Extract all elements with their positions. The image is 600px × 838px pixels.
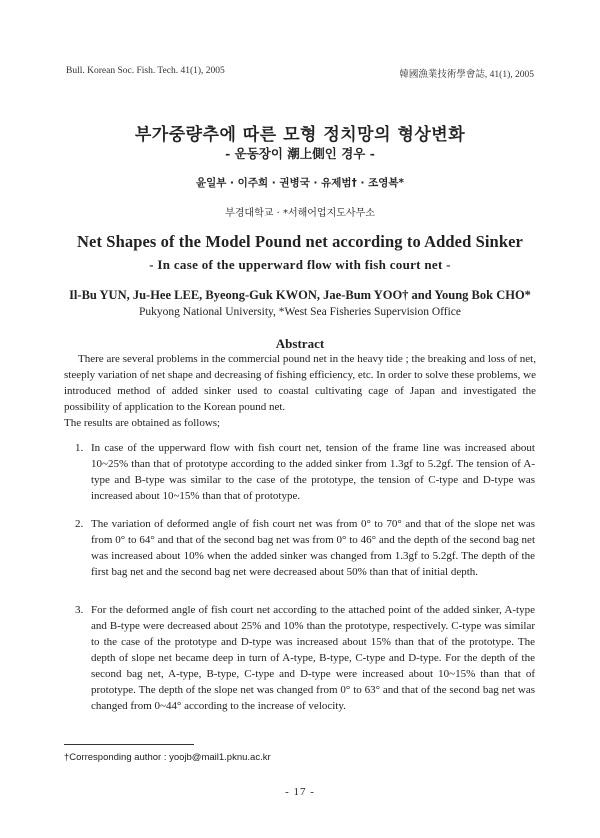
corresponding-author-footnote: †Corresponding author : yoojb@mail1.pknu.ac.kr <box>64 752 271 763</box>
list-item <box>75 440 535 504</box>
korean-title: 부가중량추에 따른 모형 정치망의 형상변화 <box>134 125 466 145</box>
list-item <box>75 602 535 714</box>
abstract-heading: Abstract <box>275 336 325 351</box>
list-item-number: 3. <box>75 604 84 616</box>
list-item-number: 1. <box>75 442 84 454</box>
footnote-divider <box>64 744 194 745</box>
english-authors: Il-Bu YUN, Ju-Hee LEE, Byeong-Guk KWON, Jae-Bum YOO† and Young Bok CHO* <box>69 288 531 302</box>
korean-authors: 윤일부 · 이주희 · 권병국 · 유제범† · 조영복* <box>195 177 405 189</box>
running-header-left: Bull. Korean Soc. Fish. Tech. 41(1), 2005 <box>66 66 225 76</box>
list-item-text: In case of the upperward flow with fish court net, tension of the frame line was increased about 10~25% than that of prototype according to the added sinker from 1.3gf to 5.2gf. The tension of A-type and B-type was similar to the case of the prototype, the tension of C-type and D-type was increased about 10~15% than that of prototype. <box>91 442 535 502</box>
page-number: - 17 - <box>285 786 315 798</box>
abstract-results-lead: The results are obtained as follows; <box>64 417 221 429</box>
list-item-text: For the deformed angle of fish court net according to the attached point of the added sinker, A-type and B-type were decreased about 25% and 10% than the prototype, respectively. C-type was similar to the case of the prototype and D-type was increased about 15% than that of the prototype. The depth of slope net became deep in turn of A-type, B-type, C-type and D-type. For the depth of the second bag net, A-type, B-type, C-type and D-type were increased about 10~15% than that of prototype. The depth of the slope net was changed from 0° to 63° and that of the second bag net was changed from 0~44° according to the increase of velocity. <box>91 604 535 712</box>
english-title: Net Shapes of the Model Pound net according to Added Sinker <box>77 232 523 251</box>
list-item-text: The variation of deformed angle of fish court net was from 0° to 70° and that of the slope net was from 0° to 64° and that of the second bag net was from 0° to 46° and the depth of the second bag net was increased about 10% when the added sinker was changed from 1.3gf to 5.2gf. The depth of the first bag net and the second bag net were decreased about 50% than that of initial depth. <box>91 518 535 578</box>
list-item <box>75 516 535 580</box>
abstract-intro: There are several problems in the commercial pound net in the heavy tide ; the breaking and loss of net, steeply variation of net shape and decreasing of fishing efficiency, etc. In order to solve these problems, we introduced method of added sinker used to coastal cultivating cage of Japan and investigated the possibility of application to the Korean pound net. <box>64 353 536 413</box>
running-header-right: 韓國漁業技術學會誌, 41(1), 2005 <box>399 70 534 80</box>
korean-subtitle: - 운동장이 潮上側인 경우 - <box>225 146 375 161</box>
running-header <box>66 66 534 80</box>
english-subtitle: - In case of the upperward flow with fish court net - <box>149 257 451 272</box>
list-item-number: 2. <box>75 518 84 530</box>
english-affiliation: Pukyong National University, *West Sea Fisheries Supervision Office <box>139 306 461 318</box>
abstract-body <box>64 351 536 431</box>
korean-affiliation: 부경대학교 · *서해어업지도사무소 <box>225 208 375 219</box>
